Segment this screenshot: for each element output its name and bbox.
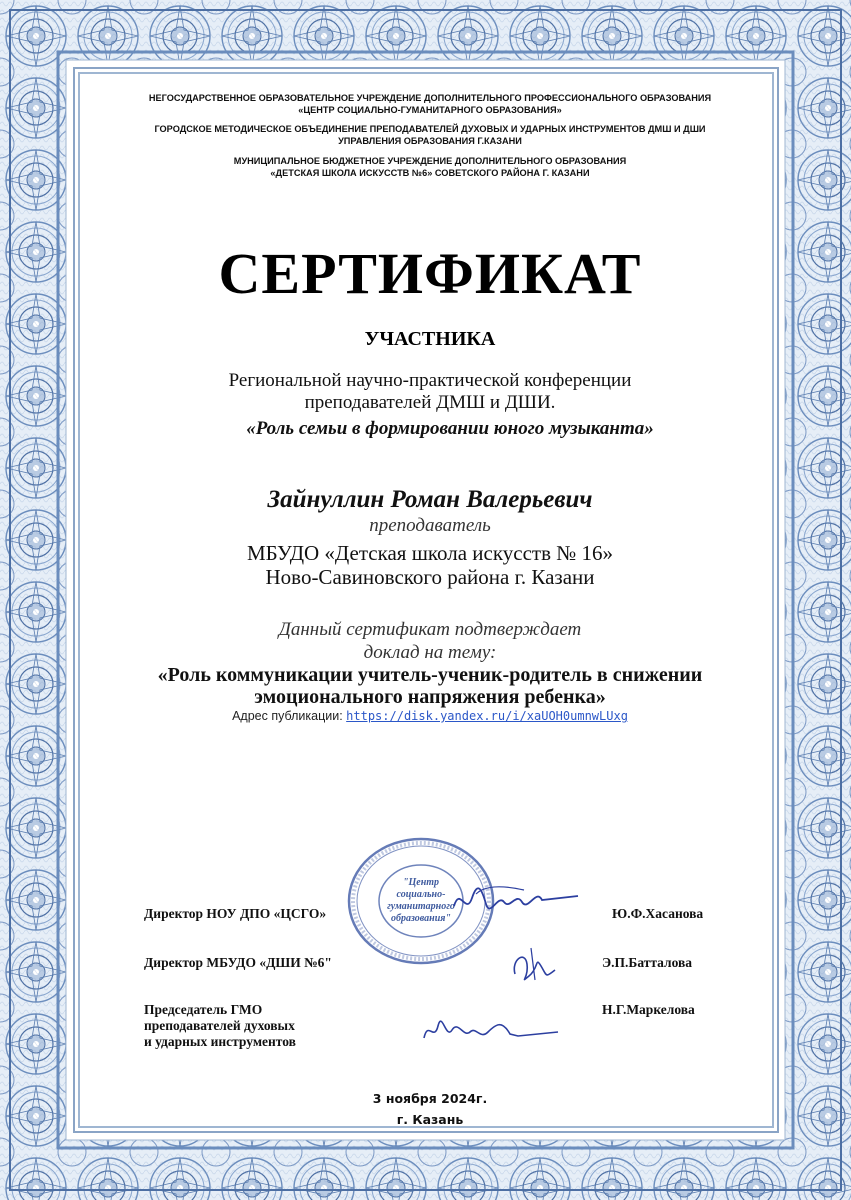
org2-line1: ГОРОДСКОЕ МЕТОДИЧЕСКОЕ ОБЪЕДИНЕНИЕ ПРЕПОДАВАТЕЛЕЙ ДУХОВЫХ И УДАРНЫХ ИНСТРУМЕНТОВ ДМШ И ДШИ <box>154 124 706 134</box>
org1-line2: «ЦЕНТР СОЦИАЛЬНО-ГУМАНИТАРНОГО ОБРАЗОВАНИЯ» <box>298 104 562 115</box>
seal-line2: социально- <box>396 889 446 900</box>
signer-3-title-line3: и ударных инструментов <box>144 1034 296 1049</box>
issue-city: г. Казань <box>396 1112 464 1127</box>
topic-line1: «Роль коммуникации учитель-ученик-родитель в снижении <box>157 664 703 686</box>
org3-line1: МУНИЦИПАЛЬНОЕ БЮДЖЕТНОЕ УЧРЕЖДЕНИЕ ДОПОЛНИТЕЛЬНОГО ОБРАЗОВАНИЯ <box>233 156 627 166</box>
org3-line2: «ДЕТСКАЯ ШКОЛА ИСКУССТВ №6» СОВЕТСКОГО РАЙОНА Г. КАЗАНИ <box>270 167 590 178</box>
recipient-name: Зайнуллин Роман Валерьевич <box>267 486 593 513</box>
signer-3-title-line1: Председатель ГМО <box>144 1002 263 1017</box>
school-line1: МБУДО «Детская школа искусств № 16» <box>246 541 614 565</box>
confirmation-text <box>90 618 770 664</box>
signer-1-title: Директор НОУ ДПО «ЦСГО» <box>144 906 327 921</box>
org-header-1 <box>90 93 770 116</box>
signature-khasanova <box>446 876 586 926</box>
publication-address <box>90 709 770 723</box>
signer-2-title: Директор МБУДО «ДШИ №6" <box>144 955 332 970</box>
report-topic <box>90 664 770 708</box>
signer-2-name: Э.П.Батталова <box>602 955 693 970</box>
confirmation-line2: доклад на тему: <box>363 642 497 663</box>
school-line2: Ново-Савиновского района г. Казани <box>265 565 595 589</box>
event-theme: «Роль семьи в формировании юного музыканта» <box>246 418 654 439</box>
org2-line2: УПРАВЛЕНИЯ ОБРАЗОВАНИЯ Г.КАЗАНИ <box>338 135 522 146</box>
recipient-school <box>90 541 770 589</box>
signer-1-name: Ю.Ф.Хасанова <box>612 906 704 921</box>
address-label: Адрес публикации: <box>232 709 343 723</box>
org-header-3 <box>90 156 770 179</box>
signer-3-title <box>144 1002 296 1050</box>
recipient-position: преподаватель <box>369 515 491 536</box>
seal-line4: образования" <box>391 913 451 924</box>
seal-line3: гуманитарного <box>387 901 455 912</box>
signer-3-name: Н.Г.Маркелова <box>602 1002 695 1017</box>
event-line2: преподавателей ДМШ и ДШИ. <box>304 392 556 413</box>
certificate-subtitle: УЧАСТНИКА <box>364 328 496 350</box>
org-header-2 <box>90 124 770 147</box>
signature-battalova <box>505 940 565 990</box>
publication-link[interactable]: https://disk.yandex.ru/i/xaUOH0umnwLUxg <box>346 709 628 723</box>
seal-line1: "Центр <box>402 877 440 888</box>
org1-line1: НЕГОСУДАРСТВЕННОЕ ОБРАЗОВАТЕЛЬНОЕ УЧРЕЖДЕНИЕ ДОПОЛНИТЕЛЬНОГО ПРОФЕССИОНАЛЬНОГО ОБРАЗОВАНИЯ <box>148 93 712 103</box>
signer-3-title-line2: преподавателей духовых <box>144 1018 295 1033</box>
issue-date: 3 ноября 2024г. <box>372 1091 488 1106</box>
event-block <box>90 370 770 414</box>
event-line1: Региональной научно-практической конференции <box>228 370 632 391</box>
certificate-title: СЕРТИФИКАТ <box>218 241 642 306</box>
topic-line2: эмоционального напряжения ребенка» <box>254 686 606 708</box>
footer <box>90 1088 770 1130</box>
confirmation-line1: Данный сертификат подтверждает <box>278 619 582 640</box>
signature-markelova <box>418 1012 568 1052</box>
